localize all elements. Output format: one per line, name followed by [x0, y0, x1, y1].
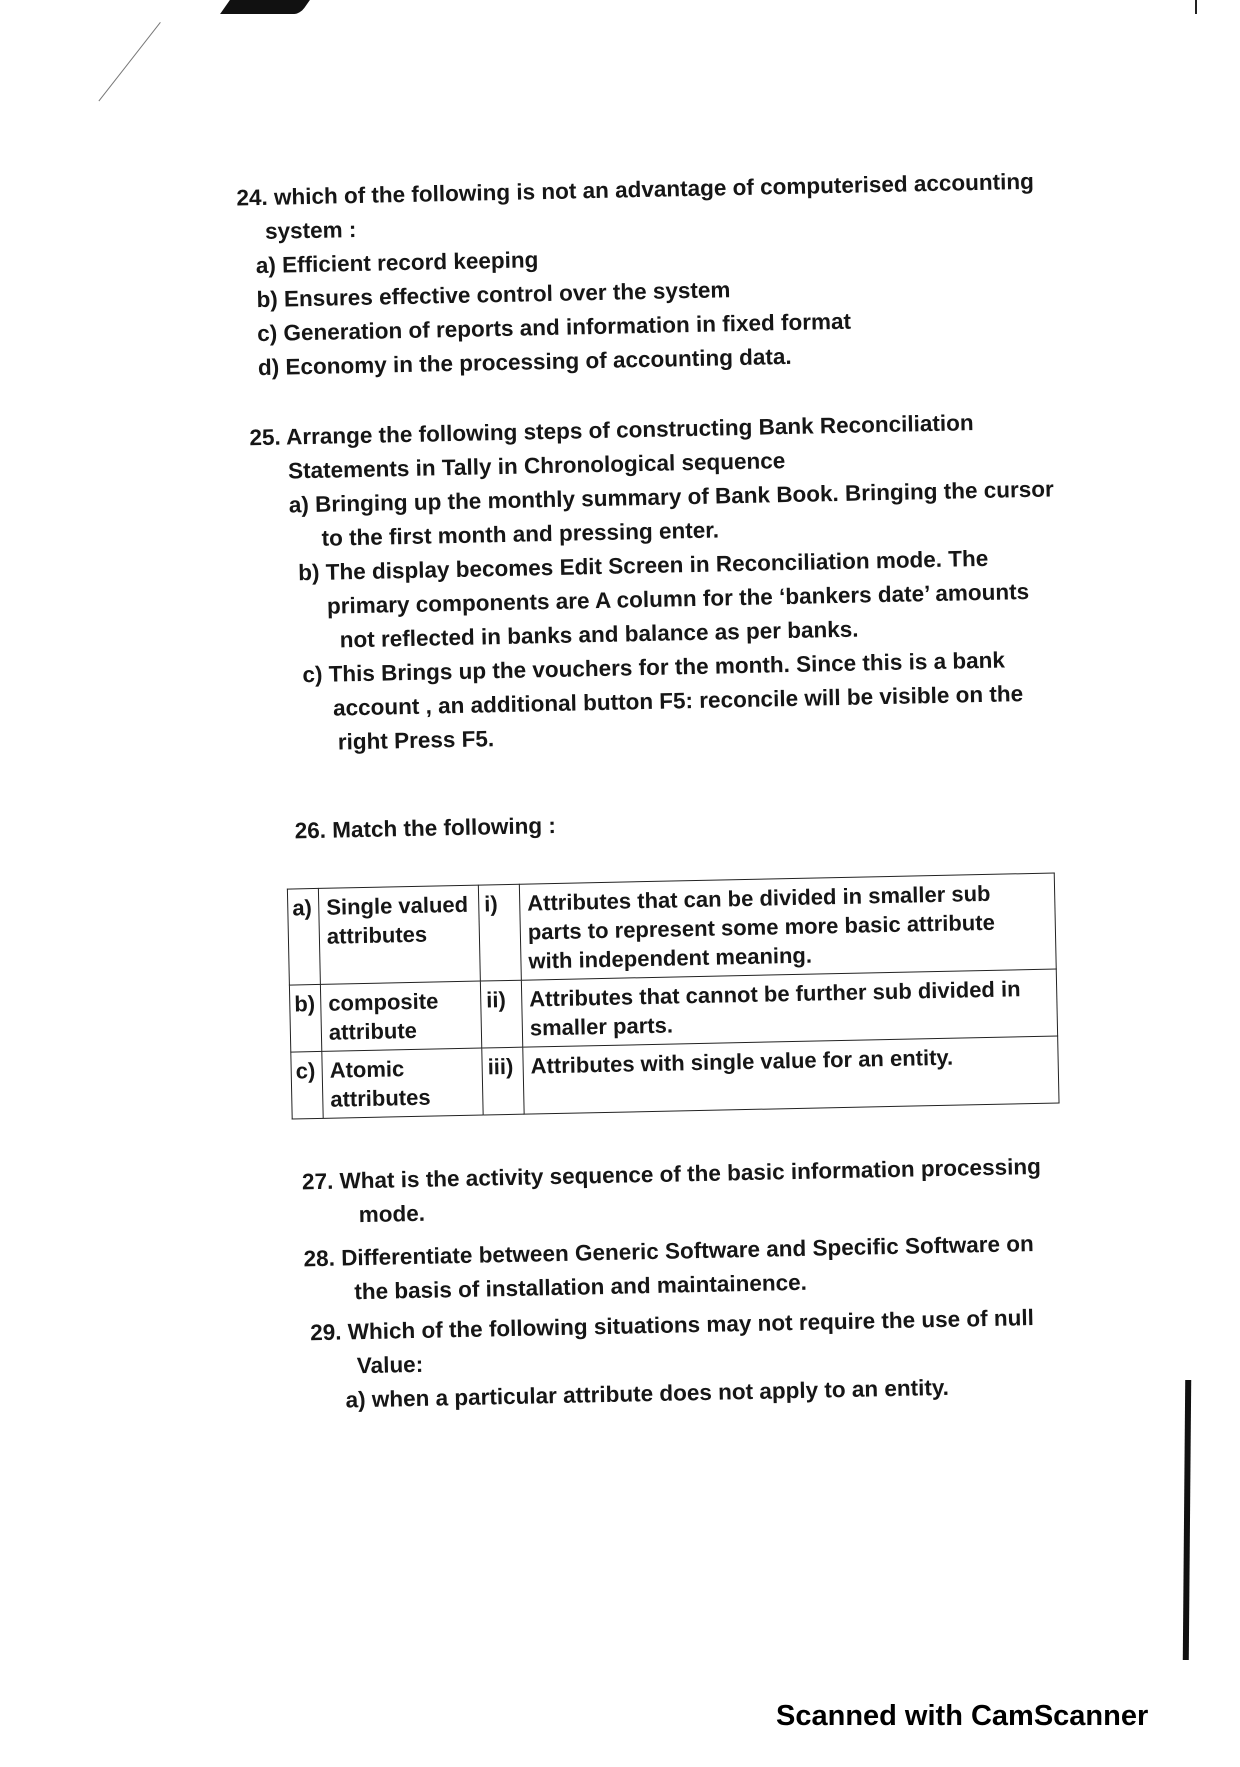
question-25-stem-cont: Statements in Tally in Chronological sequence: [287, 448, 786, 484]
question-25-step-c-cont2: right Press F5.: [337, 726, 495, 755]
row-definition-line: Attributes that can be divided in smaller sub: [526, 880, 991, 916]
row-term-line: Single valued: [326, 891, 469, 920]
row-definition-line: Attributes that cannot be further sub divided in: [528, 976, 1021, 1012]
row-definition-line: smaller parts.: [529, 1012, 674, 1041]
question-25-step-c: c) This Brings up the vouchers for the month. Since this is a bank: [302, 647, 1006, 688]
question-28-text: 28. Differentiate between Generic Software and Specific Software on: [303, 1231, 1034, 1272]
match-table: [287, 873, 1060, 1120]
row-term-line: attributes: [330, 1084, 431, 1112]
question-24-stem-cont: system :: [264, 217, 357, 244]
row-term: [320, 981, 481, 1051]
row-definition: [519, 873, 1056, 980]
row-term-line: attributes: [326, 921, 428, 949]
row-definition-line: Attributes with single value for an entity.: [530, 1044, 954, 1079]
camscanner-watermark: Scanned with CamScanner: [776, 1700, 1149, 1732]
question-25-step-c-cont: account , an additional button F5: reconcile will be visible on the: [332, 681, 1024, 721]
row-letter: c): [291, 1051, 323, 1119]
question-24-stem: 24. which of the following is not an advantage of computerised accounting: [236, 168, 1035, 211]
row-roman: ii): [480, 980, 522, 1048]
question-24: [236, 165, 1038, 386]
question-27-text-cont: mode.: [358, 1200, 426, 1228]
question-28-text-cont: the basis of installation and maintainence.: [354, 1269, 808, 1305]
row-definition-line: parts to represent some more basic attribute: [527, 909, 996, 945]
question-29: [310, 1301, 1036, 1418]
row-term: [318, 885, 480, 984]
question-27: [302, 1150, 1042, 1233]
question-27-text: 27. What is the activity sequence of the basic information processing: [301, 1153, 1042, 1195]
question-29-text: 29. Which of the following situations may not require the use of null: [309, 1305, 1035, 1346]
question-26: [294, 809, 556, 848]
question-24-option-a: a) Efficient record keeping: [255, 247, 539, 279]
question-25-step-a: a) Bringing up the monthly summary of Bank Book. Bringing the cursor: [288, 476, 1055, 518]
row-definition: [523, 1036, 1059, 1114]
question-24-option-c: c) Generation of reports and information in fixed format: [256, 308, 852, 347]
question-24-option-b: b) Ensures effective control over the system: [256, 277, 731, 313]
row-term-line: attribute: [328, 1017, 418, 1045]
row-roman: iii): [482, 1047, 524, 1115]
question-25-step-b-cont2: not reflected in banks and balance as per banks.: [339, 616, 859, 653]
question-24-option-d: d) Economy in the processing of accounting data.: [257, 343, 792, 381]
table-row: [287, 873, 1056, 985]
row-letter: a): [287, 888, 320, 985]
question-25-step-a-cont: to the first month and pressing enter.: [321, 517, 720, 551]
question-25-step-b: b) The display becomes Edit Screen in Reconciliation mode. The: [298, 545, 989, 586]
question-29-text-cont: Value:: [356, 1351, 424, 1379]
question-26-stem: 26. Match the following :: [294, 812, 557, 844]
row-definition-line: with independent meaning.: [528, 942, 813, 974]
row-roman: i): [478, 884, 521, 981]
question-29-option-a: a) when a particular attribute does not apply to an entity.: [345, 1374, 950, 1413]
row-letter: b): [289, 984, 321, 1052]
row-definition: [521, 969, 1057, 1047]
row-term: [322, 1048, 483, 1118]
question-25: [249, 404, 1059, 761]
question-28: [303, 1227, 1034, 1310]
row-term-line: Atomic: [329, 1056, 405, 1083]
row-term-line: composite: [328, 988, 439, 1016]
question-25-stem: 25. Arrange the following steps of constructing Bank Reconciliation: [249, 410, 974, 451]
question-25-step-b-cont: primary components are A column for the ‘bankers date’ amounts: [326, 578, 1030, 619]
